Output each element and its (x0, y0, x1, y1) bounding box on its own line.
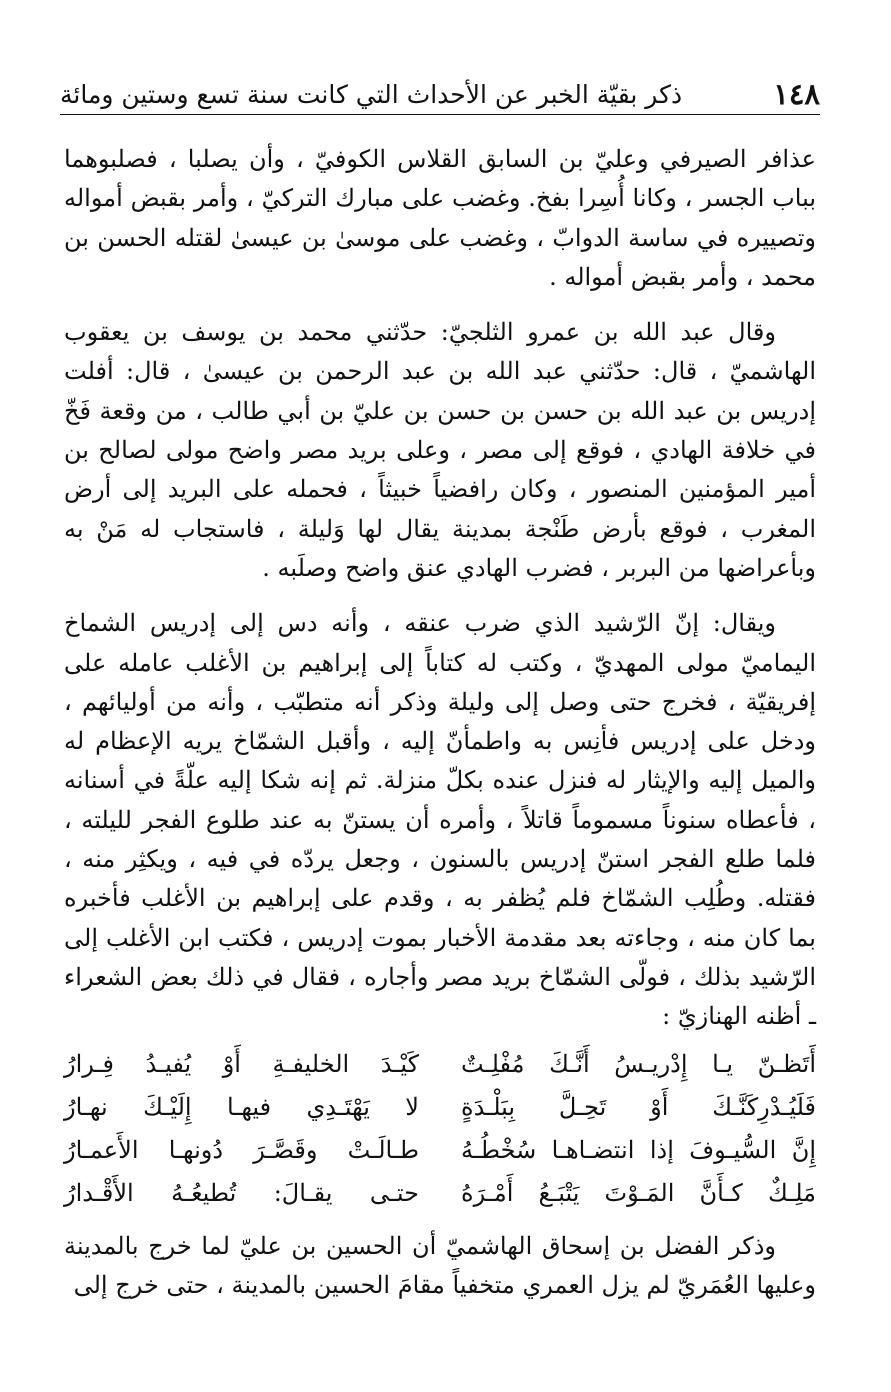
verse-first-hemistich: مَلِـكٌ كـأَنَّ المَـوْتَ يَتْبَـعُ أَمْـرَهُ (461, 1179, 816, 1208)
page-header (60, 74, 820, 115)
paragraph: وذكر الفضل بن إسحاق الهاشميّ أن الحسين بن عليّ لما خرج بالمدينة وعليها العُمَريّ لم يزل العمري متخفياً مقامَ الحسين بالمدينة ، حتى خرج إلى (64, 1231, 816, 1299)
poem-verse (64, 1086, 816, 1129)
poem (64, 1043, 816, 1215)
poem-verse (64, 1129, 816, 1172)
running-title: ذكر بقيّة الخبر عن الأحداث التي كانت سنة تسع وستين ومائة (60, 79, 683, 109)
page-number: ١٤٨ (773, 77, 820, 111)
paragraph: وقال عبد الله بن عمرو الثلجيّ: حدّثني محمد بن يوسف بن يعقوب الهاشميّ ، قال: حدّثني عبد الله بن عبد الرحمن بن عيسىٰ ، قال: أفلت إدريس بن عبد الله بن حسن بن حسن بن عليّ بن أبي طالب ، من وقعة فَخّ في خلافة الهادي ، فوقع إلى مصر ، وعلى بريد مصر واضح مولى لصالح بن أمير المؤمنين المنصور ، وكان رافضياً خبيثاً ، فحمله على البريد إلى أرض المغرب ، فوقع بأرض طَنْجة بمدينة يقال لها وَليلة ، فاستجاب له مَنْ به وبأعراضها من البربر ، فضرب الهادي عنق واضح وصلَبه . (64, 318, 816, 582)
paragraph: عذافر الصيرفي وعليّ بن السابق القلاس الكوفيّ ، وأن يصلبا ، فصلبوهما بباب الجسر ، وكانا أُسِرا بفخ. وغضب على مبارك التركيّ ، وأمر بقبض أمواله وتصييره في ساسة الدوابّ ، وغضب على موسىٰ بن عيسىٰ لقتله الحسن بن محمد ، وأمر بقبض أمواله . (64, 145, 817, 291)
poem-verse (64, 1043, 816, 1086)
verse-second-hemistich: طـالَـتْ وقَصَّـرَ دُونهـا الأَعمـارُ (64, 1136, 419, 1165)
verse-second-hemistich: حتـى يقـالَ: تُطيعُـهُ الأَقْـدارُ (64, 1179, 419, 1208)
page-body (64, 140, 816, 1305)
verse-second-hemistich: لا يَهْتَـدِي فيهـا إِلَيْـكَ نهـارُ (64, 1093, 419, 1122)
paragraph: ويقال: إنّ الرّشيد الذي ضرب عنقه ، وأنه دس إلى إدريس الشماخ اليماميّ مولى المهديّ ، وكتب له كتاباً إلى إبراهيم بن الأغلب عامله على إفريقيّة ، فخرج حتى وصل إلى وليلة وذكر أنه متطبّب ، وأنه من أوليائهم ، ودخل على إدريس فأنِس به واطمأنّ إليه ، وأقبل الشمّاخ يريه الإعظام له والميل إليه والإيثار له فنزل عنده بكلّ منزلة. ثم إنه شكا إليه علّةً في أسنانه ، فأعطاه سنوناً مسموماً قاتلاً ، وأمره أن يستنّ به عند طلوع الفجر لليلته ، فلما طلع الفجر استنّ إدريس بالسنون ، وجعل يردّه في فيه ، ويكثِر منه ، فقتله. وطُلِب الشمّاخ فلم يُظفر به ، وقدم على إبراهيم بن الأغلب فأخبره بما كان منه ، وجاءته بعد مقدمة الأخبار بموت إدريس ، فكتب ابن الأغلب إلى الرّشيد بذلك ، فولّى الشمّاخ بريد مصر وأجاره ، فقال في ذلك بعض الشعراء ـ أظنه الهنازيّ : (64, 609, 816, 1031)
verse-first-hemistich: إِنَّ السُّيـوفَ إذا انتضـاهـا سُخْطُـهُ (461, 1136, 816, 1165)
verse-first-hemistich: فَلَيُـدْرِكَنَّـكَ أَوْ تَحِـلَّ بِبَلْـدَةٍ (461, 1093, 816, 1122)
verse-first-hemistich: أَتَظـنّ يـا إِدْريـسُ أَنَّـكَ مُفْلِـتٌ (461, 1050, 816, 1079)
verse-second-hemistich: كَيْـدَ الخليفـةِ أَوْ يُفيـدُ فِـرارُ (64, 1050, 419, 1079)
poem-verse (64, 1172, 816, 1215)
